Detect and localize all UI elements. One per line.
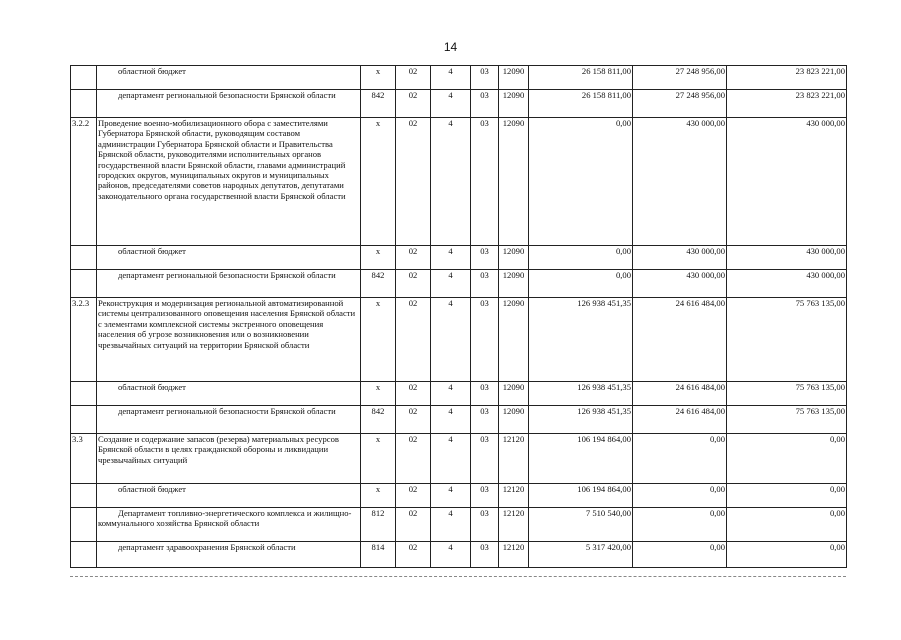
row-name: областной бюджет: [97, 246, 361, 270]
row-name: Реконструкция и модернизация региональной автоматизированной системы централизованного оповещения населения Брянской области с элементами комплексной системы экстренного оповещения населения об угрозе возникновения или о возникновении чрезвычайных ситуаций на территории Брянской области: [97, 298, 361, 382]
direction-code: 12090: [499, 382, 529, 406]
page-number: 14: [443, 40, 458, 54]
budget-table: [70, 65, 847, 568]
amount-year-2: 27 248 956,00: [633, 90, 727, 118]
amount-year-2: 24 616 484,00: [633, 406, 727, 434]
grbs-code: x: [361, 434, 396, 484]
subprogram-code: 03: [471, 484, 499, 508]
subprogram-code: 03: [471, 246, 499, 270]
program-code: 4: [431, 66, 471, 90]
amount-year-2: 0,00: [633, 434, 727, 484]
amount-year-1: 126 938 451,35: [529, 298, 633, 382]
amount-year-1: 26 158 811,00: [529, 90, 633, 118]
row-number: [71, 66, 97, 90]
row-number: [71, 270, 97, 298]
amount-year-2: 430 000,00: [633, 270, 727, 298]
direction-code: 12090: [499, 66, 529, 90]
direction-code: 12120: [499, 508, 529, 542]
direction-code: 12120: [499, 542, 529, 568]
table-row: [71, 484, 847, 508]
row-name: Проведение военно-мобилизационного обора с заместителями Губернатора Брянской области, руководящим составом администрации Губернатора Брянской области и Правительства Брянской области, руководителями исполнительных органов государственной власти Брянской области, главами администраций городских округов, муниципальных округов и муниципальных районов, председателями советов народных депутатов, депутатами законодательного органа государственной власти Брянской области: [97, 118, 361, 246]
row-number: [71, 542, 97, 568]
amount-year-1: 0,00: [529, 246, 633, 270]
program-code: 4: [431, 382, 471, 406]
amount-year-2: 0,00: [633, 508, 727, 542]
row-name: областной бюджет: [97, 382, 361, 406]
subprogram-code: 03: [471, 542, 499, 568]
direction-code: 12090: [499, 118, 529, 246]
direction-code: 12090: [499, 406, 529, 434]
amount-year-3: 75 763 135,00: [727, 298, 847, 382]
subprogram-code: 03: [471, 90, 499, 118]
direction-code: 12090: [499, 90, 529, 118]
grbs-code: x: [361, 298, 396, 382]
table-row: [71, 270, 847, 298]
row-number: 3.2.3: [71, 298, 97, 382]
subprogram-code: 03: [471, 118, 499, 246]
grbs-code: 814: [361, 542, 396, 568]
table-row: [71, 118, 847, 246]
amount-year-1: 5 317 420,00: [529, 542, 633, 568]
table-row: [71, 246, 847, 270]
row-number: 3.3: [71, 434, 97, 484]
row-name: Департамент топливно-энергетического комплекса и жилищно-коммунального хозяйства Брянской области: [97, 508, 361, 542]
table-row: [71, 90, 847, 118]
amount-year-2: 0,00: [633, 484, 727, 508]
table-row: [71, 382, 847, 406]
row-name: областной бюджет: [97, 66, 361, 90]
budget-table-body: [71, 66, 847, 568]
section-code: 02: [396, 90, 431, 118]
grbs-code: 842: [361, 406, 396, 434]
amount-year-3: 23 823 221,00: [727, 90, 847, 118]
amount-year-1: 26 158 811,00: [529, 66, 633, 90]
subprogram-code: 03: [471, 298, 499, 382]
amount-year-1: 126 938 451,35: [529, 382, 633, 406]
row-name: департамент региональной безопасности Брянской области: [97, 406, 361, 434]
program-code: 4: [431, 508, 471, 542]
grbs-code: 842: [361, 90, 396, 118]
section-code: 02: [396, 484, 431, 508]
direction-code: 12090: [499, 298, 529, 382]
amount-year-2: 430 000,00: [633, 118, 727, 246]
table-row: [71, 542, 847, 568]
amount-year-3: 23 823 221,00: [727, 66, 847, 90]
amount-year-3: 0,00: [727, 542, 847, 568]
amount-year-1: 106 194 864,00: [529, 484, 633, 508]
amount-year-3: 0,00: [727, 434, 847, 484]
amount-year-2: 24 616 484,00: [633, 382, 727, 406]
section-code: 02: [396, 434, 431, 484]
row-number: [71, 484, 97, 508]
grbs-code: x: [361, 484, 396, 508]
grbs-code: 842: [361, 270, 396, 298]
row-number: [71, 382, 97, 406]
amount-year-3: 0,00: [727, 508, 847, 542]
amount-year-1: 126 938 451,35: [529, 406, 633, 434]
row-number: [71, 90, 97, 118]
program-code: 4: [431, 298, 471, 382]
section-code: 02: [396, 508, 431, 542]
subprogram-code: 03: [471, 382, 499, 406]
amount-year-3: 75 763 135,00: [727, 406, 847, 434]
grbs-code: x: [361, 66, 396, 90]
subprogram-code: 03: [471, 406, 499, 434]
section-code: 02: [396, 246, 431, 270]
amount-year-3: 0,00: [727, 484, 847, 508]
amount-year-3: 430 000,00: [727, 270, 847, 298]
subprogram-code: 03: [471, 508, 499, 542]
subprogram-code: 03: [471, 270, 499, 298]
row-name: департамент региональной безопасности Брянской области: [97, 270, 361, 298]
program-code: 4: [431, 90, 471, 118]
section-code: 02: [396, 542, 431, 568]
row-number: [71, 246, 97, 270]
row-name: департамент здравоохранения Брянской области: [97, 542, 361, 568]
program-code: 4: [431, 542, 471, 568]
section-code: 02: [396, 270, 431, 298]
grbs-code: x: [361, 382, 396, 406]
direction-code: 12090: [499, 270, 529, 298]
table-row: [71, 508, 847, 542]
amount-year-1: 0,00: [529, 270, 633, 298]
amount-year-2: 430 000,00: [633, 246, 727, 270]
program-code: 4: [431, 118, 471, 246]
program-code: 4: [431, 406, 471, 434]
amount-year-2: 24 616 484,00: [633, 298, 727, 382]
table-row: [71, 66, 847, 90]
amount-year-1: 7 510 540,00: [529, 508, 633, 542]
amount-year-1: 106 194 864,00: [529, 434, 633, 484]
page-cut-line: [70, 576, 846, 577]
program-code: 4: [431, 434, 471, 484]
grbs-code: x: [361, 246, 396, 270]
program-code: 4: [431, 270, 471, 298]
row-name: департамент региональной безопасности Брянской области: [97, 90, 361, 118]
row-number: [71, 508, 97, 542]
row-name: Создание и содержание запасов (резерва) материальных ресурсов Брянской области в целях гражданской обороны и ликвидации чрезвычайных ситуаций: [97, 434, 361, 484]
program-code: 4: [431, 484, 471, 508]
grbs-code: x: [361, 118, 396, 246]
program-code: 4: [431, 246, 471, 270]
amount-year-2: 0,00: [633, 542, 727, 568]
direction-code: 12120: [499, 434, 529, 484]
row-name: областной бюджет: [97, 484, 361, 508]
grbs-code: 812: [361, 508, 396, 542]
amount-year-3: 430 000,00: [727, 118, 847, 246]
direction-code: 12090: [499, 246, 529, 270]
table-row: [71, 406, 847, 434]
table-row: [71, 434, 847, 484]
section-code: 02: [396, 118, 431, 246]
section-code: 02: [396, 406, 431, 434]
subprogram-code: 03: [471, 434, 499, 484]
amount-year-1: 0,00: [529, 118, 633, 246]
direction-code: 12120: [499, 484, 529, 508]
row-number: [71, 406, 97, 434]
row-number: 3.2.2: [71, 118, 97, 246]
subprogram-code: 03: [471, 66, 499, 90]
amount-year-3: 430 000,00: [727, 246, 847, 270]
table-row: [71, 298, 847, 382]
section-code: 02: [396, 66, 431, 90]
amount-year-2: 27 248 956,00: [633, 66, 727, 90]
section-code: 02: [396, 298, 431, 382]
section-code: 02: [396, 382, 431, 406]
amount-year-3: 75 763 135,00: [727, 382, 847, 406]
